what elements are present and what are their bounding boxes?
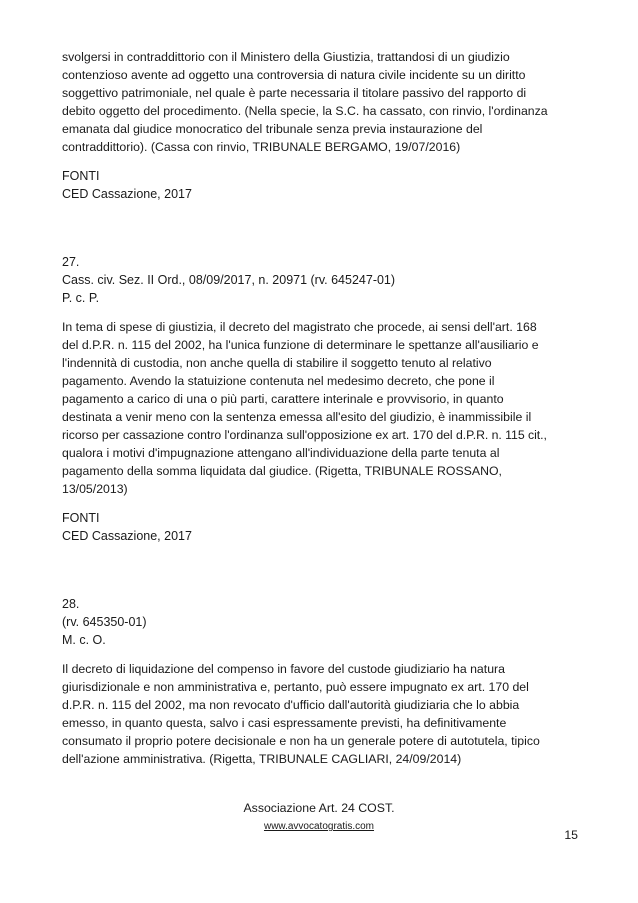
- entry-citation: Cass. civ. Sez. II Ord., 08/09/2017, n. 20971 (rv. 645247-01): [62, 273, 396, 287]
- body-line: svolgersi in contraddittorio con il Ministero della Giustizia, trattandosi di un giudizio: [62, 50, 510, 64]
- body-line: 13/05/2013): [62, 482, 128, 496]
- body-line: contenzioso avente ad oggetto una controversia di natura civile incidente su un diritto: [62, 68, 526, 82]
- page-footer: [0, 800, 638, 834]
- body-line: consumato il proprio potere decisionale e non ha un generale potere di autotutela, tipico: [62, 734, 540, 748]
- sources-label: FONTI: [62, 169, 100, 183]
- entry-citation: (rv. 645350-01): [62, 615, 147, 629]
- entry-number: 27.: [62, 255, 80, 269]
- body-line: soggettivo patrimoniale, nel quale è parte necessaria il titolare passivo del rapporto di: [62, 86, 527, 100]
- body-line: emesso, in quanto questa, salvo i casi espressamente previsti, ha definitivamente: [62, 716, 507, 730]
- body-line: Il decreto di liquidazione del compenso in favore del custode giudiziario ha natura: [62, 662, 505, 676]
- body-line: pagamento della somma liquidata dal giudice. (Rigetta, TRIBUNALE ROSSANO,: [62, 464, 502, 478]
- document-body: [62, 48, 582, 768]
- body-line: ricorso per cassazione contro l'ordinanza sull'opposizione ex art. 170 del d.P.R. n. 115 cit.,: [62, 428, 547, 442]
- sources-block: [62, 509, 582, 545]
- entry-parties: M. c. O.: [62, 633, 106, 647]
- footer-website-link[interactable]: www.avvocatogratis.com: [263, 821, 375, 832]
- body-line: debito oggetto del procedimento. (Nella specie, la S.C. ha cassato, con rinvio, l'ordinanza: [62, 104, 548, 118]
- sources-block: [62, 167, 582, 203]
- entry-header-27: [62, 253, 582, 307]
- body-line: destinata a venir meno con la sentenza emessa all'esito del giudizio, è inammissibile il: [62, 410, 532, 424]
- entry-body-28: [62, 660, 582, 768]
- body-line: d.P.R. n. 115 del 2002, ma non revocato d'ufficio dall'autorità giudiziaria che lo abbia: [62, 698, 520, 712]
- page-number: 15: [564, 828, 578, 842]
- footer-organization: Associazione Art. 24 COST.: [243, 801, 395, 815]
- entry-body-27: [62, 318, 582, 498]
- body-line: emanata dal giudice monocratico del tribunale senza previa instaurazione del: [62, 122, 483, 136]
- body-line: pagamento. Avendo la statuizione contenuta nel medesimo decreto, che pone il: [62, 374, 495, 388]
- body-line: dell'azione amministrativa. (Rigetta, TRIBUNALE CAGLIARI, 24/09/2014): [62, 752, 462, 766]
- body-line: qualora i motivi d'impugnazione attengano all'individuazione della parte tenuta al: [62, 446, 500, 460]
- body-line: contraddittorio). (Cassa con rinvio, TRIBUNALE BERGAMO, 19/07/2016): [62, 140, 461, 154]
- entry-parties: P. c. P.: [62, 291, 100, 305]
- entry-number: 28.: [62, 597, 80, 611]
- entry-body-continued: [62, 48, 582, 156]
- sources-value: CED Cassazione, 2017: [62, 529, 192, 543]
- body-line: giurisdizionale e non amministrativa e, pertanto, può essere impugnato ex art. 170 del: [62, 680, 529, 694]
- body-line: del d.P.R. n. 115 del 2002, ha l'unica funzione di determinare le spettanze all'ausiliario e: [62, 338, 539, 352]
- body-line: l'indennità di custodia, non anche quella di stabilire il soggetto tenuto al relativo: [62, 356, 492, 370]
- body-line: pagamento a carico di una o più parti, carattere interinale e provvisorio, in quanto: [62, 392, 504, 406]
- sources-label: FONTI: [62, 511, 100, 525]
- entry-header-28: [62, 595, 582, 649]
- body-line: In tema di spese di giustizia, il decreto del magistrato che procede, ai sensi dell'art. 168: [62, 320, 537, 334]
- sources-value: CED Cassazione, 2017: [62, 187, 192, 201]
